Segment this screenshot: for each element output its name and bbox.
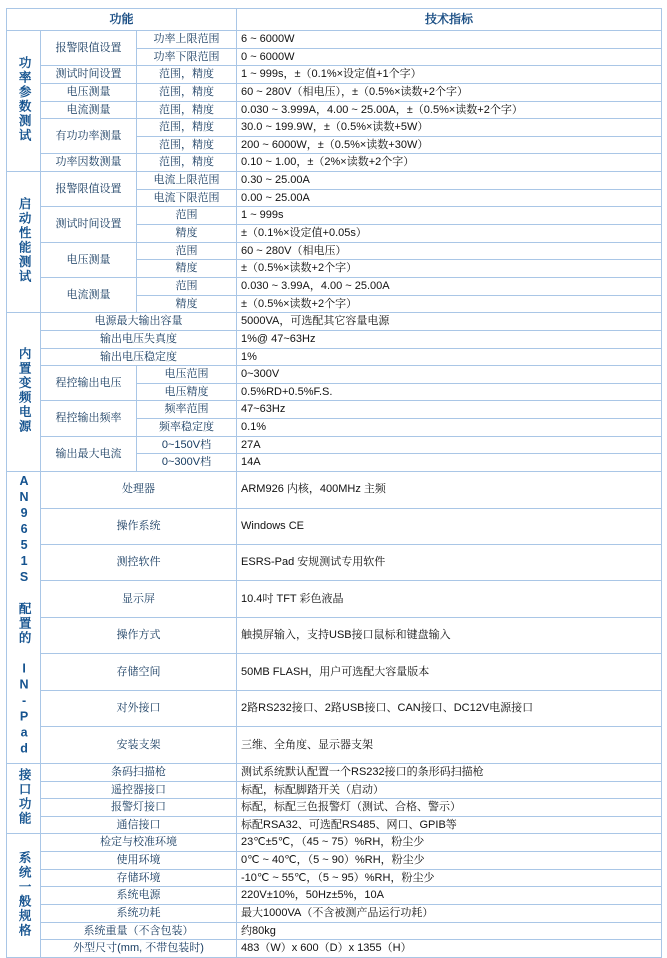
row-value: 标配，标配脚踏开关（启动） bbox=[237, 781, 662, 799]
row-item-label: 操作系统 bbox=[41, 508, 237, 544]
row-value: Windows CE bbox=[237, 508, 662, 544]
table-row bbox=[7, 330, 662, 348]
group-label-text: AN9651S 配置的 IN-Pad bbox=[17, 474, 32, 758]
row-item-label: 输出电压稳定度 bbox=[41, 348, 237, 366]
row-sub-label: 精度 bbox=[137, 295, 237, 313]
row-item-label: 输出最大电流 bbox=[41, 436, 137, 471]
table-row bbox=[7, 207, 662, 225]
row-value: 60 ~ 280V（相电压），±（0.5%×读数+2个字） bbox=[237, 83, 662, 101]
table-row bbox=[7, 544, 662, 580]
row-value: ARM926 内核，400MHz 主频 bbox=[237, 472, 662, 508]
row-value: 23℃±5℃，（45 ~ 75）%RH，粉尘少 bbox=[237, 834, 662, 852]
row-sub-label: 范围 bbox=[137, 242, 237, 260]
row-value: 220V±10%，50Hz±5%，10A bbox=[237, 887, 662, 905]
table-row bbox=[7, 763, 662, 781]
row-item-label: 显示屏 bbox=[41, 581, 237, 617]
row-item-label: 通信接口 bbox=[41, 816, 237, 834]
row-item-label: 报警限值设置 bbox=[41, 172, 137, 207]
table-row bbox=[7, 922, 662, 940]
row-value: 1% bbox=[237, 348, 662, 366]
table-row bbox=[7, 508, 662, 544]
row-sub-label: 功率上限范围 bbox=[137, 31, 237, 49]
row-item-label: 系统功耗 bbox=[41, 905, 237, 923]
row-value: 14A bbox=[237, 454, 662, 472]
header-spec: 技术指标 bbox=[237, 9, 662, 31]
table-row bbox=[7, 277, 662, 295]
row-item-label: 外型尺寸(mm, 不带包装时) bbox=[41, 940, 237, 958]
row-value: -10℃ ~ 55℃，（5 ~ 95）%RH，粉尘少 bbox=[237, 869, 662, 887]
row-value: 0.030 ~ 3.999A，4.00 ~ 25.00A，±（0.5%×读数+2个字） bbox=[237, 101, 662, 119]
table-row bbox=[7, 313, 662, 331]
row-item-label: 电源最大输出容量 bbox=[41, 313, 237, 331]
row-value: 1 ~ 999s bbox=[237, 207, 662, 225]
row-value: 0~300V bbox=[237, 366, 662, 384]
header-row bbox=[7, 9, 662, 31]
row-item-label: 系统电源 bbox=[41, 887, 237, 905]
row-item-label: 处理器 bbox=[41, 472, 237, 508]
row-value: 0.00 ~ 25.00A bbox=[237, 189, 662, 207]
row-sub-label: 范围，精度 bbox=[137, 154, 237, 172]
row-value: ±（0.5%×读数+2个字） bbox=[237, 295, 662, 313]
row-item-label: 存储环境 bbox=[41, 869, 237, 887]
row-value: 200 ~ 6000W，±（0.5%×读数+30W） bbox=[237, 136, 662, 154]
table-row bbox=[7, 66, 662, 84]
row-sub-label: 电流下限范围 bbox=[137, 189, 237, 207]
row-item-label: 程控输出电压 bbox=[41, 366, 137, 401]
row-value: 0.5%RD+0.5%F.S. bbox=[237, 383, 662, 401]
row-sub-label: 电压精度 bbox=[137, 383, 237, 401]
row-value: 0℃ ~ 40℃，（5 ~ 90）%RH，粉尘少 bbox=[237, 852, 662, 870]
row-sub-label: 电压范围 bbox=[137, 366, 237, 384]
row-value: 0.30 ~ 25.00A bbox=[237, 172, 662, 190]
row-item-label: 测试时间设置 bbox=[41, 66, 137, 84]
row-sub-label: 精度 bbox=[137, 260, 237, 278]
row-sub-label: 0~150V档 bbox=[137, 436, 237, 454]
table-row bbox=[7, 617, 662, 653]
table-row bbox=[7, 905, 662, 923]
group-label bbox=[7, 834, 41, 957]
group-label bbox=[7, 313, 41, 472]
row-sub-label: 范围，精度 bbox=[137, 66, 237, 84]
row-item-label: 测控软件 bbox=[41, 544, 237, 580]
row-value: 483（W）x 600（D）x 1355（H） bbox=[237, 940, 662, 958]
table-row bbox=[7, 154, 662, 172]
table-row bbox=[7, 816, 662, 834]
row-value: 三维、全角度、显示器支架 bbox=[237, 727, 662, 763]
group-label-text: 启动性能测试 bbox=[17, 197, 32, 284]
group-label-text: 接口功能 bbox=[17, 767, 32, 826]
row-item-label: 系统重量（不含包装） bbox=[41, 922, 237, 940]
group-label bbox=[7, 472, 41, 764]
row-value: 0.10 ~ 1.00，±（2%×读数+2个字） bbox=[237, 154, 662, 172]
table-row bbox=[7, 348, 662, 366]
row-sub-label: 频率范围 bbox=[137, 401, 237, 419]
row-item-label: 功率因数测量 bbox=[41, 154, 137, 172]
row-item-label: 对外接口 bbox=[41, 690, 237, 726]
row-value: ±（0.1%×设定值+0.05s） bbox=[237, 225, 662, 243]
table-row bbox=[7, 799, 662, 817]
row-sub-label: 范围，精度 bbox=[137, 83, 237, 101]
row-value: 0 ~ 6000W bbox=[237, 48, 662, 66]
table-row bbox=[7, 781, 662, 799]
table-header bbox=[7, 9, 662, 31]
group-label bbox=[7, 31, 41, 172]
row-sub-label: 电流上限范围 bbox=[137, 172, 237, 190]
row-value: 0.030 ~ 3.99A，4.00 ~ 25.00A bbox=[237, 277, 662, 295]
table-row bbox=[7, 654, 662, 690]
row-item-label: 电压测量 bbox=[41, 242, 137, 277]
row-value: 50MB FLASH，用户可选配大容量版本 bbox=[237, 654, 662, 690]
row-item-label: 使用环境 bbox=[41, 852, 237, 870]
specification-table bbox=[6, 8, 662, 958]
row-sub-label: 范围，精度 bbox=[137, 136, 237, 154]
row-value: 30.0 ~ 199.9W，±（0.5%×读数+5W） bbox=[237, 119, 662, 137]
table-body bbox=[7, 31, 662, 958]
table-row bbox=[7, 581, 662, 617]
row-sub-label: 范围 bbox=[137, 207, 237, 225]
row-item-label: 电压测量 bbox=[41, 83, 137, 101]
row-value: ESRS-Pad 安规测试专用软件 bbox=[237, 544, 662, 580]
table-row bbox=[7, 436, 662, 454]
row-sub-label: 范围，精度 bbox=[137, 101, 237, 119]
group-label-text: 内置变频电源 bbox=[17, 346, 32, 434]
row-item-label: 存储空间 bbox=[41, 654, 237, 690]
row-value: 5000VA，可选配其它容量电源 bbox=[237, 313, 662, 331]
row-item-label: 有功功率测量 bbox=[41, 119, 137, 154]
row-sub-label: 范围 bbox=[137, 277, 237, 295]
table-row bbox=[7, 401, 662, 419]
row-value: 27A bbox=[237, 436, 662, 454]
row-value: 最大1000VA（不含被测产品运行功耗） bbox=[237, 905, 662, 923]
row-sub-label: 0~300V档 bbox=[137, 454, 237, 472]
group-label bbox=[7, 763, 41, 834]
table-row bbox=[7, 101, 662, 119]
row-value: 6 ~ 6000W bbox=[237, 31, 662, 49]
row-sub-label: 精度 bbox=[137, 225, 237, 243]
row-value: 1 ~ 999s，±（0.1%×设定值+1个字） bbox=[237, 66, 662, 84]
group-label bbox=[7, 172, 41, 313]
row-item-label: 电流测量 bbox=[41, 277, 137, 312]
row-value: 标配，标配三色报警灯（测试、合格、警示） bbox=[237, 799, 662, 817]
table-row bbox=[7, 869, 662, 887]
table-row bbox=[7, 366, 662, 384]
table-row bbox=[7, 172, 662, 190]
table-row bbox=[7, 940, 662, 958]
row-item-label: 程控输出频率 bbox=[41, 401, 137, 436]
row-sub-label: 功率下限范围 bbox=[137, 48, 237, 66]
row-value: 1%@ 47~63Hz bbox=[237, 330, 662, 348]
row-value: 触摸屏输入，支持USB接口鼠标和键盘输入 bbox=[237, 617, 662, 653]
table-row bbox=[7, 690, 662, 726]
row-value: 标配RSA32、可选配RS485、网口、GPIB等 bbox=[237, 816, 662, 834]
table-row bbox=[7, 242, 662, 260]
table-row bbox=[7, 472, 662, 508]
row-item-label: 输出电压失真度 bbox=[41, 330, 237, 348]
row-item-label: 报警灯接口 bbox=[41, 799, 237, 817]
table-row bbox=[7, 83, 662, 101]
row-value: 60 ~ 280V（相电压） bbox=[237, 242, 662, 260]
header-function: 功能 bbox=[7, 9, 237, 31]
row-value: ±（0.5%×读数+2个字） bbox=[237, 260, 662, 278]
group-label-text: 系统一般规格 bbox=[17, 850, 32, 938]
row-item-label: 报警限值设置 bbox=[41, 31, 137, 66]
row-sub-label: 频率稳定度 bbox=[137, 419, 237, 437]
table-row bbox=[7, 834, 662, 852]
row-item-label: 检定与校准环境 bbox=[41, 834, 237, 852]
row-value: 测试系统默认配置一个RS232接口的条形码扫描枪 bbox=[237, 763, 662, 781]
row-value: 约80kg bbox=[237, 922, 662, 940]
row-value: 10.4吋 TFT 彩色液晶 bbox=[237, 581, 662, 617]
row-item-label: 条码扫描枪 bbox=[41, 763, 237, 781]
row-item-label: 遥控器接口 bbox=[41, 781, 237, 799]
row-item-label: 电流测量 bbox=[41, 101, 137, 119]
group-label-text: 功率参数测试 bbox=[17, 55, 32, 143]
table-row bbox=[7, 119, 662, 137]
row-item-label: 安装支架 bbox=[41, 727, 237, 763]
table-row bbox=[7, 887, 662, 905]
row-value: 0.1% bbox=[237, 419, 662, 437]
row-item-label: 测试时间设置 bbox=[41, 207, 137, 242]
table-row bbox=[7, 31, 662, 49]
row-value: 2路RS232接口、2路USB接口、CAN接口、DC12V电源接口 bbox=[237, 690, 662, 726]
table-row bbox=[7, 727, 662, 763]
row-item-label: 操作方式 bbox=[41, 617, 237, 653]
row-value: 47~63Hz bbox=[237, 401, 662, 419]
row-sub-label: 范围，精度 bbox=[137, 119, 237, 137]
table-row bbox=[7, 852, 662, 870]
